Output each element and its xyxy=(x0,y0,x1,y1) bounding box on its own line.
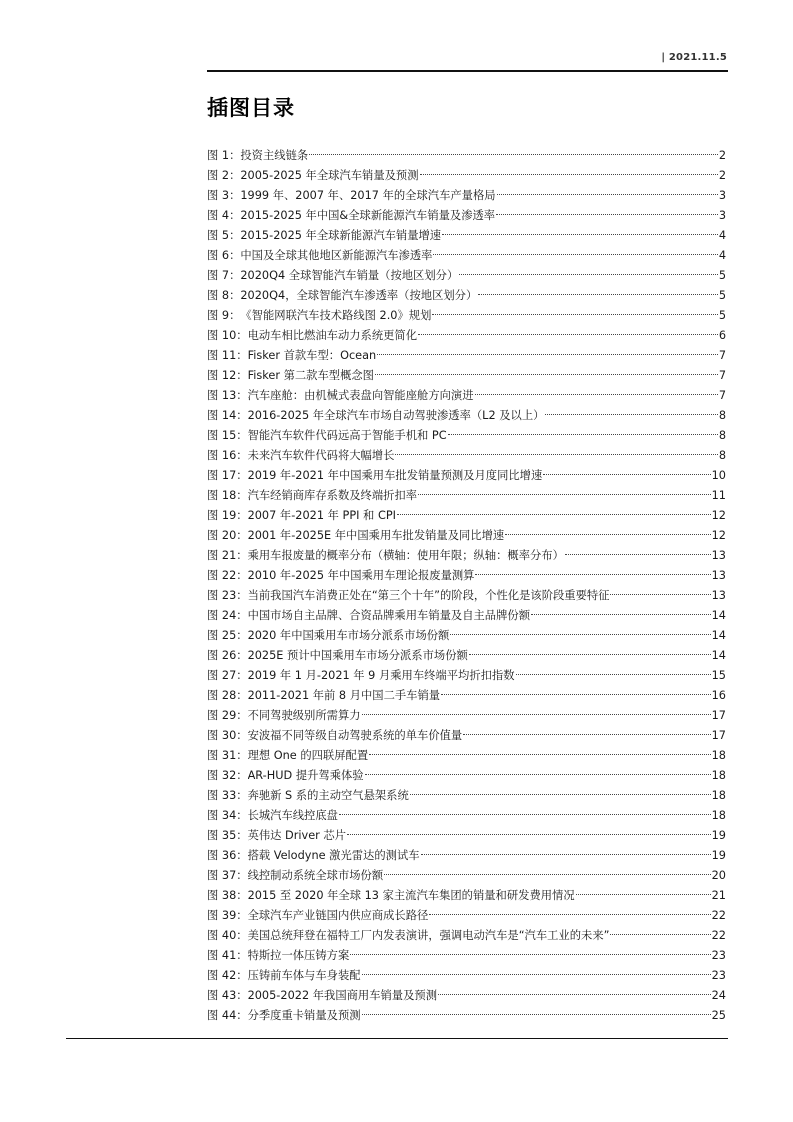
toc-figure-title: 未来汽车软件代码将大幅增长 xyxy=(247,449,395,462)
toc-dot-leader xyxy=(545,414,717,415)
toc-page-number: 18 xyxy=(711,789,726,802)
toc-figure-label: 图 30： xyxy=(207,729,248,742)
toc-figure-title: 2020 年中国乘用车市场分派系市场份额 xyxy=(247,629,450,642)
toc-entry[interactable] xyxy=(207,986,726,1006)
toc-entry[interactable] xyxy=(207,226,726,246)
toc-figure-label: 图 14： xyxy=(207,409,248,422)
toc-entry[interactable] xyxy=(207,746,726,766)
toc-figure-title: 不同驾驶级别所需算力 xyxy=(247,709,361,722)
toc-figure-label: 图 28： xyxy=(207,689,248,702)
toc-entry[interactable] xyxy=(207,826,726,846)
toc-figure-title: 2010 年-2025 年中国乘用车理论报废量测算 xyxy=(247,569,475,582)
toc-figure-title: 投资主线链条 xyxy=(240,149,309,162)
toc-page-number: 12 xyxy=(711,509,726,522)
toc-dot-leader xyxy=(350,954,710,955)
toc-figure-label: 图 5： xyxy=(207,229,241,242)
toc-figure-title: 2025E 预计中国乘用车市场分派系市场份额 xyxy=(247,649,468,662)
toc-entry[interactable] xyxy=(207,486,726,506)
toc-dot-leader xyxy=(418,494,711,495)
toc-entry[interactable] xyxy=(207,766,726,786)
toc-figure-label: 图 34： xyxy=(207,809,248,822)
toc-dot-leader xyxy=(475,394,718,395)
toc-dot-leader xyxy=(377,354,718,355)
toc-dot-leader xyxy=(478,294,718,295)
toc-entry[interactable] xyxy=(207,466,726,486)
toc-figure-title: 当前我国汽车消费正处在“第三个十年”的阶段，个性化是该阶段重要特征 xyxy=(247,589,610,602)
toc-dot-leader xyxy=(475,574,710,575)
toc-figure-label: 图 26： xyxy=(207,649,248,662)
toc-dot-leader xyxy=(418,334,718,335)
toc-dot-leader xyxy=(497,194,718,195)
toc-figure-label: 图 8： xyxy=(207,289,241,302)
toc-dot-leader xyxy=(442,234,718,235)
toc-figure-label: 图 24： xyxy=(207,609,248,622)
toc-dot-leader xyxy=(365,774,711,775)
toc-entry[interactable] xyxy=(207,906,726,926)
toc-entry[interactable] xyxy=(207,566,726,586)
toc-figure-title: 乘用车报废量的概率分布（横轴：使用年限；纵轴：概率分布） xyxy=(247,549,564,562)
toc-figure-title: Fisker 首款车型：Ocean xyxy=(247,349,377,362)
toc-page-number: 8 xyxy=(718,429,726,442)
toc-figure-label: 图 16： xyxy=(207,449,248,462)
toc-figure-label: 图 15： xyxy=(207,429,248,442)
toc-entry[interactable] xyxy=(207,706,726,726)
toc-page-number: 12 xyxy=(711,529,726,542)
toc-figure-title: 2020Q4 全球智能汽车销量（按地区划分） xyxy=(240,269,459,282)
toc-figure-title: 压铸前车体与车身装配 xyxy=(247,969,361,982)
page-title: 插图目录 xyxy=(207,96,295,120)
toc-entry[interactable] xyxy=(207,586,726,606)
toc-entry[interactable] xyxy=(207,666,726,686)
toc-page-number: 3 xyxy=(718,189,726,202)
toc-entry[interactable] xyxy=(207,806,726,826)
toc-figure-label: 图 13： xyxy=(207,389,248,402)
toc-figure-title: 特斯拉一体压铸方案 xyxy=(247,949,350,962)
toc-dot-leader xyxy=(384,874,710,875)
toc-entry[interactable] xyxy=(207,866,726,886)
toc-page-number: 8 xyxy=(718,449,726,462)
toc-figure-label: 图 6： xyxy=(207,249,241,262)
toc-entry[interactable] xyxy=(207,966,726,986)
toc-figure-title: 1999 年、2007 年、2017 年的全球汽车产量格局 xyxy=(240,189,496,202)
toc-figure-label: 图 11： xyxy=(207,349,248,362)
toc-entry[interactable] xyxy=(207,1006,726,1026)
toc-figure-label: 图 17： xyxy=(207,469,248,482)
toc-figure-title: 美国总统拜登在福特工厂内发表演讲，强调电动汽车是“汽车工业的未来” xyxy=(247,929,610,942)
toc-figure-title: 英伟达 Driver 芯片 xyxy=(247,829,346,842)
toc-dot-leader xyxy=(565,554,711,555)
toc-figure-title: 搭载 Velodyne 激光雷达的测试车 xyxy=(247,849,420,862)
toc-page-number: 11 xyxy=(711,489,726,502)
toc-figure-label: 图 9： xyxy=(207,309,241,322)
toc-figure-label: 图 19： xyxy=(207,509,248,522)
toc-entry[interactable] xyxy=(207,846,726,866)
toc-figure-label: 图 43： xyxy=(207,989,248,1002)
toc-figure-label: 图 4： xyxy=(207,209,241,222)
toc-dot-leader xyxy=(429,914,710,915)
toc-figure-title: 奔驰新 S 系的主动空气悬架系统 xyxy=(247,789,409,802)
toc-entry[interactable] xyxy=(207,886,726,906)
toc-figure-label: 图 36： xyxy=(207,849,248,862)
toc-entry[interactable] xyxy=(207,286,726,306)
toc-dot-leader xyxy=(459,274,718,275)
toc-dot-leader xyxy=(347,834,711,835)
toc-figure-label: 图 38： xyxy=(207,889,248,902)
toc-page-number: 2 xyxy=(718,149,726,162)
toc-dot-leader xyxy=(375,374,718,375)
toc-page-number: 24 xyxy=(711,989,726,1002)
toc-figure-label: 图 3： xyxy=(207,189,241,202)
toc-entry[interactable] xyxy=(207,366,726,386)
toc-figure-title: 2019 年 1 月-2021 年 9 月乘用车终端平均折扣指数 xyxy=(247,669,515,682)
toc-dot-leader xyxy=(362,714,711,715)
toc-dot-leader xyxy=(610,934,710,935)
toc-dot-leader xyxy=(309,154,718,155)
toc-page-number: 21 xyxy=(711,889,726,902)
toc-dot-leader xyxy=(362,1014,711,1015)
toc-page-number: 13 xyxy=(711,589,726,602)
toc-figure-title: 2015-2025 年全球新能源汽车销量增速 xyxy=(240,229,442,242)
toc-figure-label: 图 41： xyxy=(207,949,248,962)
toc-dot-leader xyxy=(469,654,711,655)
toc-page-number: 16 xyxy=(711,689,726,702)
toc-entry[interactable] xyxy=(207,146,726,166)
toc-page-number: 14 xyxy=(711,649,726,662)
toc-figure-title: 《智能网联汽车技术路线图 2.0》规划 xyxy=(240,309,432,322)
toc-figure-title: 2015-2025 年中国&全球新能源汽车销量及渗透率 xyxy=(240,209,496,222)
toc-entry[interactable] xyxy=(207,386,726,406)
toc-figure-title: 2011-2021 年前 8 月中国二手车销量 xyxy=(247,689,441,702)
toc-figure-title: 2007 年-2021 年 PPI 和 CPI xyxy=(247,509,396,522)
toc-figure-label: 图 12： xyxy=(207,369,248,382)
toc-figure-title: 长城汽车线控底盘 xyxy=(247,809,338,822)
toc-page-number: 5 xyxy=(718,269,726,282)
toc-page-number: 18 xyxy=(711,769,726,782)
toc-dot-leader xyxy=(448,434,718,435)
toc-figure-label: 图 35： xyxy=(207,829,248,842)
toc-dot-leader xyxy=(433,254,717,255)
toc-page-number: 2 xyxy=(718,169,726,182)
toc-entry[interactable] xyxy=(207,646,726,666)
toc-figure-label: 图 10： xyxy=(207,329,248,342)
toc-page-number: 19 xyxy=(711,829,726,842)
toc-figure-title: 2001 年-2025E 年中国乘用车批发销量及同比增速 xyxy=(247,529,505,542)
toc-figure-title: 2020Q4，全球智能汽车渗透率（按地区划分） xyxy=(240,289,478,302)
toc-figure-title: 2005-2022 年我国商用车销量及预测 xyxy=(247,989,437,1002)
toc-figure-label: 图 25： xyxy=(207,629,248,642)
toc-dot-leader xyxy=(531,614,711,615)
toc-figure-label: 图 39： xyxy=(207,909,248,922)
toc-figure-title: 安波福不同等级自动驾驶系统的单车价值量 xyxy=(247,729,463,742)
toc-figure-title: 理想 One 的四联屏配置 xyxy=(247,749,369,762)
toc-page-number: 14 xyxy=(711,609,726,622)
toc-dot-leader xyxy=(420,174,718,175)
toc-figure-title: 2005-2025 年全球汽车销量及预测 xyxy=(240,169,419,182)
toc-figure-label: 图 7： xyxy=(207,269,241,282)
toc-page-number: 19 xyxy=(711,849,726,862)
toc-page-number: 8 xyxy=(718,409,726,422)
toc-dot-leader xyxy=(610,594,710,595)
toc-dot-leader xyxy=(576,894,711,895)
toc-figure-title: 线控制动系统全球市场份额 xyxy=(247,869,384,882)
toc-dot-leader xyxy=(432,314,717,315)
toc-entry[interactable] xyxy=(207,946,726,966)
toc-dot-leader xyxy=(505,534,710,535)
toc-page-number: 7 xyxy=(718,369,726,382)
toc-page-number: 3 xyxy=(718,209,726,222)
toc-figure-title: 2016-2025 年全球汽车市场自动驾驶渗透率（L2 及以上） xyxy=(247,409,545,422)
header-divider xyxy=(207,70,728,72)
toc-dot-leader xyxy=(339,814,711,815)
toc-page-number: 18 xyxy=(711,749,726,762)
toc-dot-leader xyxy=(463,734,710,735)
toc-dot-leader xyxy=(397,514,711,515)
toc-figure-label: 图 31： xyxy=(207,749,248,762)
toc-page-number: 4 xyxy=(718,249,726,262)
toc-entry[interactable] xyxy=(207,506,726,526)
toc-page-number: 13 xyxy=(711,549,726,562)
toc-figure-title: 智能汽车软件代码远高于智能手机和 PC xyxy=(247,429,447,442)
toc-figure-title: 中国市场自主品牌、合资品牌乘用车销量及自主品牌份额 xyxy=(247,609,530,622)
toc-entry[interactable] xyxy=(207,526,726,546)
toc-figure-title: 全球汽车产业链国内供应商成长路径 xyxy=(247,909,429,922)
toc-entry[interactable] xyxy=(207,246,726,266)
toc-page-number: 14 xyxy=(711,629,726,642)
toc-page-number: 25 xyxy=(711,1009,726,1022)
toc-dot-leader xyxy=(410,794,711,795)
toc-entry[interactable] xyxy=(207,446,726,466)
toc-figure-title: Fisker 第二款车型概念图 xyxy=(247,369,374,382)
toc-dot-leader xyxy=(438,994,711,995)
toc-entry[interactable] xyxy=(207,186,726,206)
toc-page-number: 17 xyxy=(711,709,726,722)
toc-figure-label: 图 42： xyxy=(207,969,248,982)
toc-figure-label: 图 29： xyxy=(207,709,248,722)
toc-figure-label: 图 20： xyxy=(207,529,248,542)
toc-page-number: 7 xyxy=(718,349,726,362)
toc-figure-label: 图 40： xyxy=(207,929,248,942)
toc-figure-label: 图 27： xyxy=(207,669,248,682)
toc-page-number: 15 xyxy=(711,669,726,682)
toc-entry[interactable] xyxy=(207,786,726,806)
toc-figure-label: 图 22： xyxy=(207,569,248,582)
toc-dot-leader xyxy=(441,694,711,695)
toc-dot-leader xyxy=(362,974,711,975)
footer-divider xyxy=(66,1038,728,1039)
toc-page-number: 22 xyxy=(711,909,726,922)
toc-figure-title: 电动车相比燃油车动力系统更简化 xyxy=(247,329,418,342)
toc-figure-title: 汽车经销商库存系数及终端折扣率 xyxy=(247,489,418,502)
toc-page-number: 10 xyxy=(711,469,726,482)
toc-entry[interactable] xyxy=(207,426,726,446)
toc-dot-leader xyxy=(421,854,711,855)
toc-page-number: 7 xyxy=(718,389,726,402)
toc-page-number: 23 xyxy=(711,949,726,962)
toc-figure-title: 中国及全球其他地区新能源汽车渗透率 xyxy=(240,249,433,262)
toc-entry[interactable] xyxy=(207,926,726,946)
toc-entry[interactable] xyxy=(207,326,726,346)
toc-figure-label: 图 33： xyxy=(207,789,248,802)
toc-figure-title: 汽车座舱：由机械式表盘向智能座舱方向演进 xyxy=(247,389,474,402)
toc-dot-leader xyxy=(516,674,711,675)
toc-entry[interactable] xyxy=(207,306,726,326)
toc-figure-label: 图 1： xyxy=(207,149,241,162)
toc-dot-leader xyxy=(395,454,717,455)
toc-page-number: 18 xyxy=(711,809,726,822)
toc-page-number: 23 xyxy=(711,969,726,982)
toc-page-number: 17 xyxy=(711,729,726,742)
toc-page-number: 5 xyxy=(718,309,726,322)
toc-figure-label: 图 2： xyxy=(207,169,241,182)
toc-entry[interactable] xyxy=(207,266,726,286)
toc-entry[interactable] xyxy=(207,546,726,566)
toc-entry[interactable] xyxy=(207,606,726,626)
report-date: | 2021.11.5 xyxy=(661,52,727,63)
toc-figure-label: 图 21： xyxy=(207,549,248,562)
toc-entry[interactable] xyxy=(207,626,726,646)
toc-page-number: 13 xyxy=(711,569,726,582)
toc-figure-title: 2015 至 2020 年全球 13 家主流汽车集团的销量和研发费用情况 xyxy=(247,889,575,902)
toc-dot-leader xyxy=(369,754,711,755)
toc-page-number: 20 xyxy=(711,869,726,882)
toc-page-number: 22 xyxy=(711,929,726,942)
toc-entry[interactable] xyxy=(207,726,726,746)
toc-figure-label: 图 23： xyxy=(207,589,248,602)
toc-figure-title: 2019 年-2021 年中国乘用车批发销量预测及月度同比增速 xyxy=(247,469,543,482)
toc-figure-label: 图 44： xyxy=(207,1009,248,1022)
toc-entry[interactable] xyxy=(207,406,726,426)
toc-page-number: 6 xyxy=(718,329,726,342)
toc-figure-label: 图 18： xyxy=(207,489,248,502)
toc-page-number: 4 xyxy=(718,229,726,242)
toc-figure-label: 图 37： xyxy=(207,869,248,882)
figure-table-of-contents xyxy=(207,146,726,1026)
toc-figure-label: 图 32： xyxy=(207,769,248,782)
toc-entry[interactable] xyxy=(207,346,726,366)
toc-dot-leader xyxy=(496,214,718,215)
toc-dot-leader xyxy=(450,634,710,635)
toc-page-number: 5 xyxy=(718,289,726,302)
toc-entry[interactable] xyxy=(207,686,726,706)
toc-entry[interactable] xyxy=(207,206,726,226)
toc-figure-title: AR-HUD 提升驾乘体验 xyxy=(247,769,364,782)
toc-entry[interactable] xyxy=(207,166,726,186)
toc-dot-leader xyxy=(543,474,710,475)
toc-figure-title: 分季度重卡销量及预测 xyxy=(247,1009,361,1022)
